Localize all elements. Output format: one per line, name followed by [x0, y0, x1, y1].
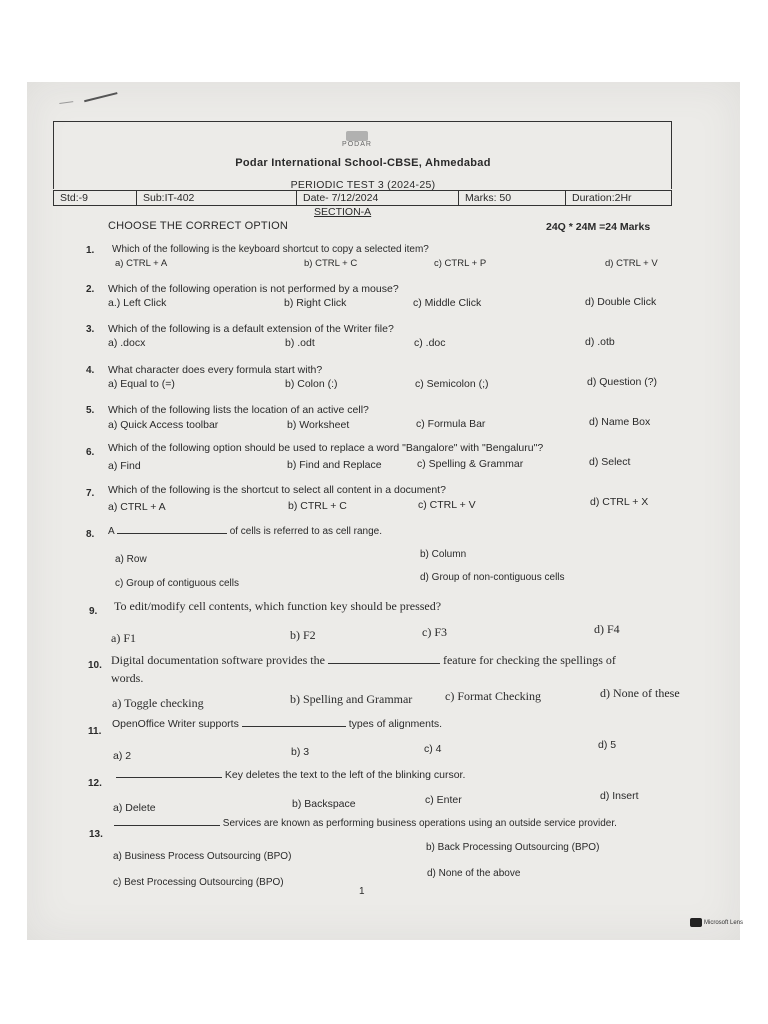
school-logo-icon	[338, 131, 376, 151]
question-number: 10.	[88, 660, 102, 671]
logo-text: PODAR	[342, 141, 372, 148]
option-d: d) Double Click	[585, 296, 657, 308]
option-b: b) Column	[420, 549, 467, 560]
option-d: d) Select	[589, 456, 631, 468]
question-text-pre: A	[108, 526, 115, 537]
question-text: What character does every formula start with?	[108, 364, 323, 376]
option-a: a.) Left Click	[108, 297, 167, 309]
option-d: d) None of these	[600, 686, 680, 700]
option-a: a) .docx	[108, 337, 146, 349]
option-c: c) CTRL + P	[434, 258, 487, 269]
option-d: d) CTRL + V	[605, 258, 658, 269]
question-number: 2.	[86, 284, 95, 295]
option-a: a) Delete	[113, 802, 156, 814]
page-number: 1	[359, 886, 365, 897]
option-a: a) Equal to (=)	[108, 378, 175, 390]
option-b: b) CTRL + C	[304, 258, 358, 269]
option-c: c) Semicolon (;)	[415, 378, 489, 390]
instruction: CHOOSE THE CORRECT OPTION	[108, 220, 289, 232]
question-text	[112, 718, 442, 730]
question-text	[114, 818, 617, 829]
scanner-label: Microsoft Lens	[704, 919, 744, 926]
option-b: b) Worksheet	[287, 419, 350, 431]
option-b: b) Right Click	[284, 297, 347, 309]
question-number: 8.	[86, 529, 95, 540]
option-d: d) 5	[598, 739, 617, 751]
option-b: b) CTRL + C	[288, 500, 347, 512]
option-c: c) CTRL + V	[418, 499, 476, 511]
test-title: PERIODIC TEST 3 (2024-25)	[290, 179, 436, 191]
pen-scribble-small	[59, 101, 74, 114]
option-c: c) .doc	[414, 337, 446, 349]
question-number: 9.	[89, 606, 98, 617]
section-title: SECTION-A	[314, 206, 372, 218]
answer-blank	[242, 726, 346, 727]
option-a: a) Row	[115, 554, 147, 565]
option-a: a) CTRL + A	[115, 258, 168, 269]
question-text-pre: OpenOffice Writer supports	[112, 718, 239, 730]
question-text: Which of the following is the keyboard shortcut to copy a selected item?	[112, 244, 429, 255]
option-c: c) Formula Bar	[416, 418, 486, 430]
option-a: a) F1	[111, 631, 136, 645]
subject-cell: Sub:IT-402	[137, 191, 297, 205]
question-text-post: of cells is referred to as cell range.	[229, 526, 382, 537]
marks-breakdown: 24Q * 24M =24 Marks	[546, 221, 651, 233]
answer-blank	[328, 663, 440, 664]
question-number: 5.	[86, 405, 95, 416]
option-c: c) Best Processing Outsourcing (BPO)	[113, 877, 284, 888]
question-text-post: Key deletes the text to the left of the blinking cursor.	[224, 769, 466, 781]
question-text	[111, 653, 616, 668]
duration-cell: Duration:2Hr	[572, 192, 632, 204]
question-number: 7.	[86, 488, 95, 499]
question-text	[108, 526, 382, 537]
question-text-post: feature for checking the spellings of	[442, 653, 616, 667]
question-text	[116, 769, 465, 781]
option-b: b) Back Processing Outsourcing (BPO)	[426, 842, 600, 853]
option-c: c) Spelling & Grammar	[417, 458, 524, 470]
answer-blank	[117, 533, 227, 534]
question-number: 1.	[86, 245, 95, 256]
option-c: c) Group of contiguous cells	[115, 578, 239, 589]
option-b: b) 3	[291, 746, 310, 758]
option-b: b) Colon (:)	[285, 378, 338, 390]
question-text: Which of the following lists the location of an active cell?	[108, 404, 369, 416]
option-b: b) .odt	[285, 337, 315, 349]
option-c: c) Middle Click	[413, 297, 482, 309]
school-name: Podar International School-CBSE, Ahmedabad	[235, 157, 491, 169]
question-text-line2: words.	[111, 671, 144, 685]
option-d: d) CTRL + X	[590, 496, 649, 508]
question-text: Which of the following is the shortcut to select all content in a document?	[108, 484, 446, 496]
option-d: d) Insert	[600, 790, 639, 802]
marks-cell: Marks: 50	[459, 191, 566, 205]
option-b: b) Spelling and Grammar	[290, 692, 413, 706]
option-a: a) CTRL + A	[108, 501, 166, 513]
option-d: d) .otb	[585, 336, 615, 348]
option-c: c) Enter	[425, 794, 462, 806]
question-number: 6.	[86, 447, 95, 458]
question-number: 3.	[86, 324, 95, 335]
std-cell: Std:-9	[54, 191, 137, 205]
option-d: d) Question (?)	[587, 376, 658, 388]
question-text: Which of the following is a default extension of the Writer file?	[108, 323, 394, 335]
answer-blank	[114, 825, 220, 826]
date-cell: Date- 7/12/2024	[297, 191, 459, 205]
option-d: d) Name Box	[589, 416, 651, 428]
option-a: a) Find	[108, 460, 141, 472]
option-c: c) 4	[424, 743, 442, 755]
scanner-logo-icon	[690, 918, 702, 927]
question-number: 12.	[88, 778, 102, 789]
question-text-pre: Digital documentation software provides the	[111, 653, 325, 667]
question-number: 13.	[89, 829, 103, 840]
question-text-post: types of alignments.	[348, 718, 443, 730]
option-d: d) F4	[594, 622, 620, 636]
answer-blank	[116, 777, 222, 778]
option-c: c) F3	[422, 625, 447, 639]
question-text-post: Services are known as performing business operations using an outside service provider.	[222, 818, 617, 829]
option-b: b) Backspace	[292, 798, 356, 810]
question-text: To edit/modify cell contents, which function key should be pressed?	[114, 599, 442, 613]
question-number: 4.	[86, 365, 95, 376]
option-a: a) Toggle checking	[112, 696, 204, 710]
option-b: b) Find and Replace	[287, 459, 382, 471]
option-d: d) None of the above	[427, 868, 521, 879]
question-text: Which of the following operation is not performed by a mouse?	[108, 283, 399, 295]
option-c: c) Format Checking	[445, 689, 541, 703]
question-number: 11.	[88, 726, 102, 737]
option-a: a) 2	[113, 750, 132, 762]
option-a: a) Business Process Outsourcing (BPO)	[113, 851, 292, 862]
scanner-watermark	[690, 918, 743, 927]
option-a: a) Quick Access toolbar	[108, 419, 219, 431]
info-row	[53, 190, 672, 206]
question-text: Which of the following option should be used to replace a word "Bangalore" with "Bengaluru"?	[108, 442, 544, 454]
option-b: b) F2	[290, 628, 316, 642]
option-d: d) Group of non-contiguous cells	[420, 572, 565, 583]
